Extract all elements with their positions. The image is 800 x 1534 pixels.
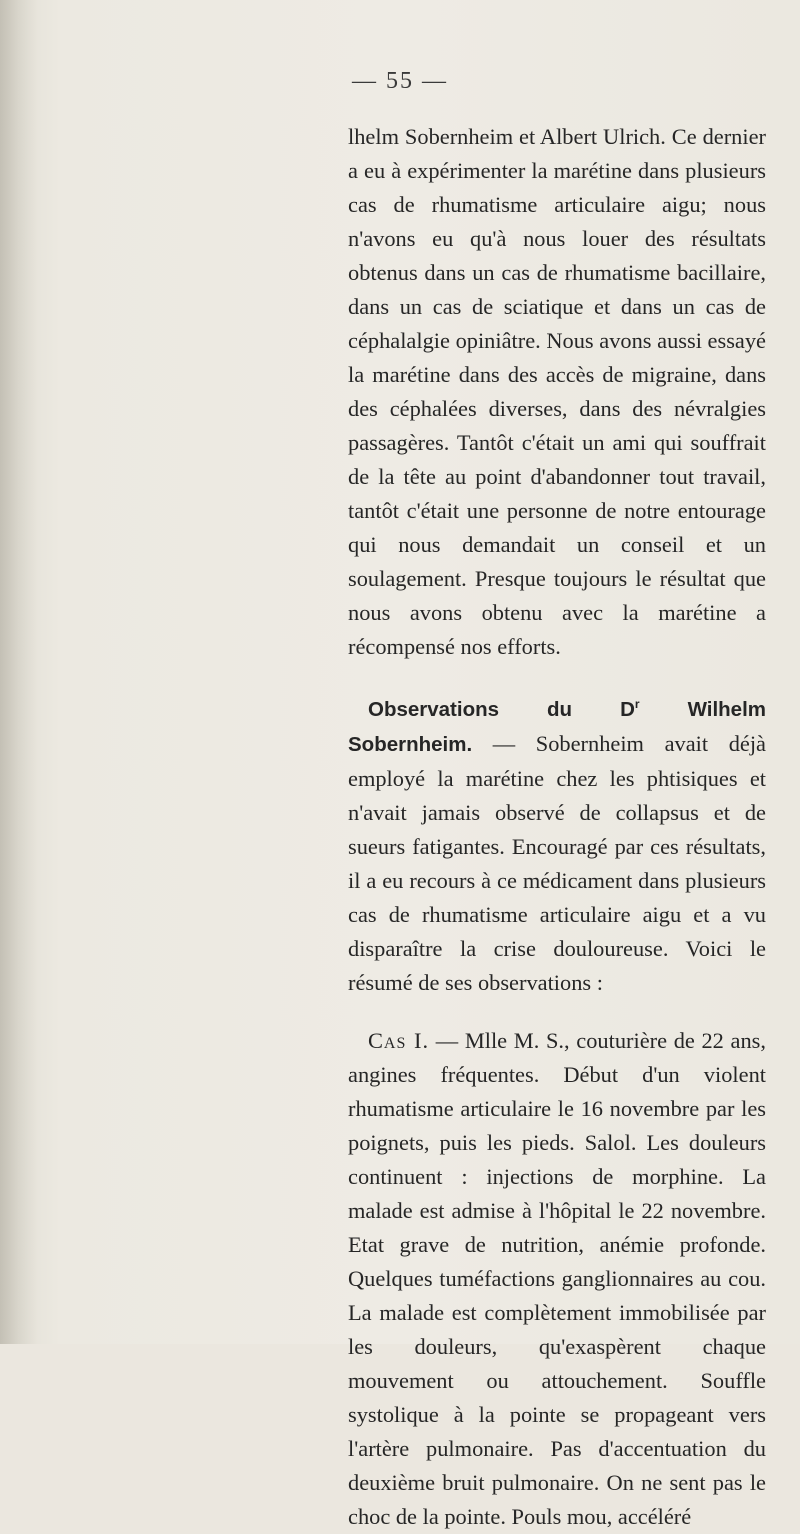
page-body xyxy=(348,120,766,1534)
paragraph-3 xyxy=(348,1024,766,1534)
section-heading-superscript: r xyxy=(634,697,640,712)
section-heading-part-2: Wilhelm Sobernheim. xyxy=(348,698,766,756)
section-heading-part-1: Observations du D xyxy=(368,698,635,721)
paragraph-3-text: — Mlle M. S., couturière de 22 ans, angines fréquentes. Début d'un violent rhumatisme articulaire le 16 novembre par les poignets, puis les pieds. Salol. Les douleurs continuent : injections de morphine. La malade est admise à l'hôpital le 22 novembre. Etat grave de nutrition, anémie profonde. Quelques tuméfactions ganglionnaires au cou. La malade est complètement immobilisée par les douleurs, qu'exaspèrent chaque mouvement ou attouchement. Souffle systolique à la pointe se propageant vers l'artère pulmonaire. Pas d'accentuation du deuxième bruit pulmonaire. On ne sent pas le choc de la pointe. Pouls mou, accéléré xyxy=(348,1028,766,1529)
paragraph-2-text: — Sobernheim avait déjà employé la marétine chez les phtisiques et n'avait jamais observé de collapsus et de sueurs fatigantes. Encouragé par ces résultats, il a eu recours à ce médicament dans plusieurs cas de rhumatisme articulaire aigu et a vu disparaître la crise douloureuse. Voici le résumé de ses observations : xyxy=(348,731,766,995)
page-number: — 55 — xyxy=(352,68,448,94)
case-label: Cas I. xyxy=(368,1028,430,1053)
paragraph-1: lhelm Sobernheim et Albert Ulrich. Ce dernier a eu à expérimenter la marétine dans plusieurs cas de rhumatisme articulaire aigu; nous n'avons eu qu'à nous louer des résultats obtenus dans un cas de rhumatisme bacillaire, dans un cas de sciatique et dans un cas de céphalalgie opiniâtre. Nous avons aussi essayé la marétine dans des accès de migraine, dans des céphalées diverses, dans des névralgies passagères. Tantôt c'était un ami qui souffrait de la tête au point d'abandonner tout travail, tantôt c'était une personne de notre entourage qui nous demandait un conseil et un soulagement. Presque toujours le résultat que nous avons obtenu avec la marétine a récompensé nos efforts. xyxy=(348,124,766,659)
paragraph-2 xyxy=(348,692,766,1000)
page-edge-shadow xyxy=(0,0,38,1344)
paragraph-gap xyxy=(348,1000,766,1024)
paragraph-gap xyxy=(348,664,766,692)
